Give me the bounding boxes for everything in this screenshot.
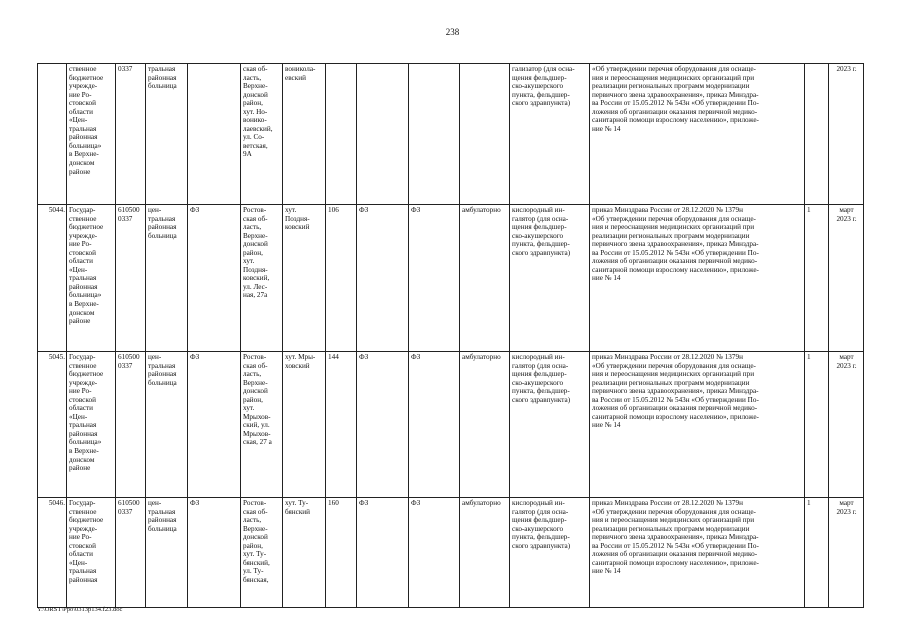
cell-equipment: кислородный ин- галятор (для осна- щения фельдшер- ско-акушерского пункта, фельдшер- ского здравпункта) (510, 205, 590, 352)
cell-col9: ФЗ (409, 205, 460, 352)
table-row (38, 352, 864, 498)
cell-date: март 2023 г. (829, 498, 864, 608)
cell-quantity: 1 (805, 205, 829, 352)
cell-basis: приказ Минздрава России от 28.12.2020 № 1379н «Об утверждении перечня оборудования для оснаще- ния и переоснащения медицинских организаций при реализации региональных программ модернизации первичного звена здравоохранения», приказ Минздра- ва России от 15.05.2012 № 543н «Об утверждении По- ложения об организации оказания первичной медико- санитарной помощи взрослому населению», приложе- ние № 14 (590, 498, 805, 608)
cell-date: 2023 г. (829, 64, 864, 205)
cell-mode: амбулаторно (460, 205, 510, 352)
cell-number (38, 64, 67, 205)
cell-law (188, 64, 241, 205)
cell-population: 160 (326, 498, 357, 608)
page-number: 238 (445, 27, 460, 37)
cell-code: 610500 0337 (116, 498, 146, 608)
cell-code: 610500 0337 (116, 352, 146, 498)
equipment-table (37, 63, 864, 608)
cell-equipment: кислородный ин- галятор (для осна- щения фельдшер- ско-акушерского пункта, фельдшер- ского здравпункта) (510, 498, 590, 608)
cell-settlement: вониколa- евский (283, 64, 326, 205)
cell-address: Ростов- ская об- ласть, Верхне- донской район, хут. Ту- бянский, ул. Ту- бянская, (241, 498, 283, 608)
cell-address: Ростов- ская об- ласть, Верхне- донской район, хут. Поздня- ковский, ул. Лес- ная, 27а (241, 205, 283, 352)
cell-org-type: цен- тральная районная больница (146, 352, 188, 498)
cell-organization: Государ- ственное бюджетное учрежде- ние Ро- стовской области «Цен- тральная районная больница» в Верхне- донском районе (67, 205, 116, 352)
cell-law: ФЗ (188, 352, 241, 498)
cell-organization: ственное бюджетное учрежде- ние Ро- стовской области «Цен- тральная районная больница» в Верхне- донском районе (67, 64, 116, 205)
cell-address: ская об- ласть, Верхне- донской район, хут. Но- вонико- лаевский, ул. Со- ветская, 9А (241, 64, 283, 205)
cell-col9: ФЗ (409, 498, 460, 608)
cell-quantity: 1 (805, 352, 829, 498)
cell-settlement: хут. Мры- ховский (283, 352, 326, 498)
cell-col8: ФЗ (357, 352, 409, 498)
cell-mode: амбулаторно (460, 352, 510, 498)
cell-code: 610500 0337 (116, 205, 146, 352)
cell-equipment: гализатор (для осна- щения фельдшер- ско-акушерского пункта, фельдшер- ского здравпункта) (510, 64, 590, 205)
cell-basis: «Об утверждении перечня оборудования для оснаще- ния и переоснащения медицинских организаций при реализации региональных программ модернизации первичного звена здравоохранения», приказ Минздра- ва России от 15.05.2012 № 543н «Об утверждении По- ложения об организации оказания первичной медико- санитарной помощи взрослому населению», приложе- ние № 14 (590, 64, 805, 205)
cell-organization: Государ- ственное бюджетное учрежде- ние Ро- стовской области «Цен- тральная районная (67, 498, 116, 608)
cell-date: март 2023 г. (829, 352, 864, 498)
file-path-footer: Y:\ORST\Ppo\0313p134.f23.doc (37, 606, 123, 613)
cell-equipment: кислородный ин- галятор (для осна- щения фельдшер- ско-акушерского пункта, фельдшер- ского здравпункта) (510, 352, 590, 498)
cell-mode: амбулаторно (460, 498, 510, 608)
cell-address: Ростов- ская об- ласть, Верхне- донской район, хут. Мрыхов- ский, ул. Мрыхов- ская, 27 а (241, 352, 283, 498)
cell-population: 144 (326, 352, 357, 498)
cell-settlement: хут. Поздня- ковский (283, 205, 326, 352)
cell-date: март 2023 г. (829, 205, 864, 352)
cell-basis: приказ Минздрава России от 28.12.2020 № 1379н «Об утверждении перечня оборудования для оснаще- ния и переоснащения медицинских организаций при реализации региональных программ модернизации первичного звена здравоохранения», приказ Минздра- ва России от 15.05.2012 № 543н «Об утверждении По- ложения об организации оказания первичной медико- санитарной помощи взрослому населению», приложе- ние № 14 (590, 352, 805, 498)
cell-law: ФЗ (188, 205, 241, 352)
cell-law: ФЗ (188, 498, 241, 608)
cell-population: 106 (326, 205, 357, 352)
cell-quantity: 1 (805, 498, 829, 608)
table-row (38, 205, 864, 352)
cell-settlement: хут. Ту- бянский (283, 498, 326, 608)
table-row (38, 64, 864, 205)
table-row (38, 498, 864, 608)
cell-organization: Государ- ственное бюджетное учрежде- ние Ро- стовской области «Цен- тральная районная больница» в Верхне- донском районе (67, 352, 116, 498)
cell-org-type: тральная районная больница (146, 64, 188, 205)
cell-col9 (409, 64, 460, 205)
cell-mode (460, 64, 510, 205)
cell-quantity (805, 64, 829, 205)
cell-number: 5046. (38, 498, 67, 608)
cell-code: 0337 (116, 64, 146, 205)
cell-org-type: цен- тральная районная больница (146, 205, 188, 352)
cell-col8: ФЗ (357, 205, 409, 352)
cell-col8 (357, 64, 409, 205)
cell-org-type: цен- тральная районная больница (146, 498, 188, 608)
cell-col8: ФЗ (357, 498, 409, 608)
cell-basis: приказ Минздрава России от 28.12.2020 № 1379н «Об утверждении перечня оборудования для оснаще- ния и переоснащения медицинских организаций при реализации региональных программ модернизации первичного звена здравоохранения», приказ Минздра- ва России от 15.05.2012 № 543н «Об утверждении По- ложения об организации оказания первичной медико- санитарной помощи взрослому населению», приложе- ние № 14 (590, 205, 805, 352)
cell-col9: ФЗ (409, 352, 460, 498)
cell-number: 5045. (38, 352, 67, 498)
cell-population (326, 64, 357, 205)
cell-number: 5044. (38, 205, 67, 352)
